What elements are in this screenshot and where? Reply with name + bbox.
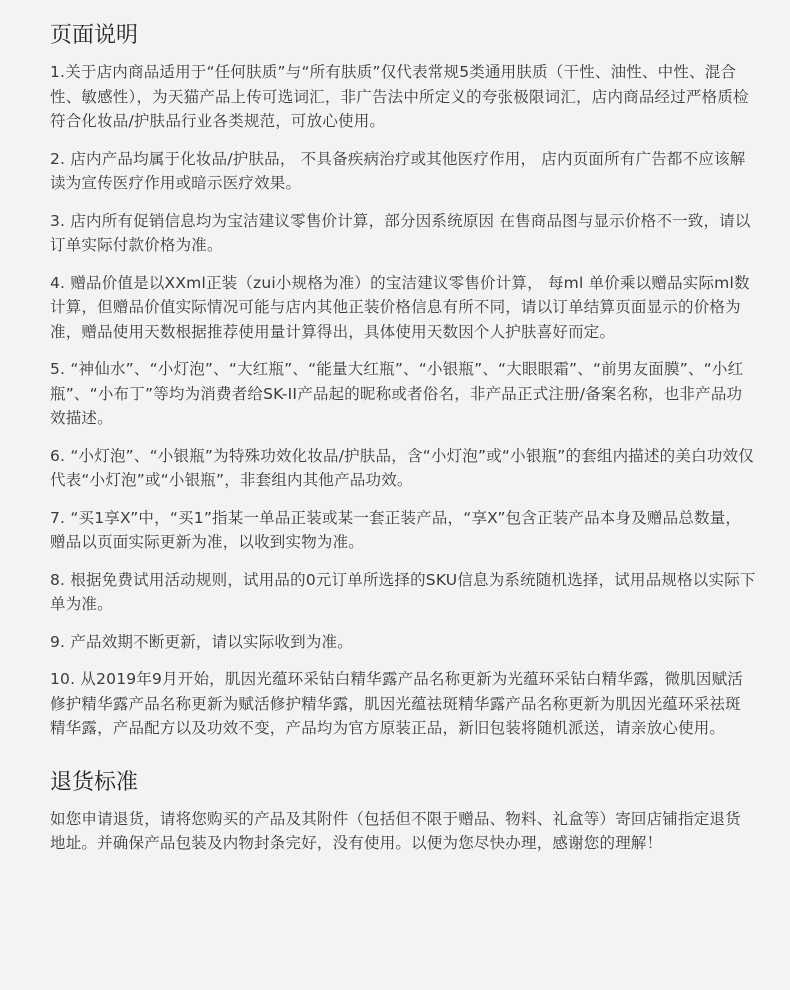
notes-title: 页面说明 [50,23,139,48]
note-item-5: 5. “神仙水”、“小灯泡”、“大红瓶”、“能量大红瓶”、“小银瓶”、“大眼眼霜”、“前男友面膜”、“小红瓶”、“小布丁”等均为消费者给SK-II产品起的昵称或者俗名，非产品正式注册/备案名称，也非产品功效描述。 [50,360,744,427]
note-item-3: 3. 店内所有促销信息均为宝洁建议零售价计算，部分因系统原因 在售商品图与显示价格不一致，请以订单实际付款价格为准。 [50,211,751,254]
note-item-8: 8. 根据免费试用活动规则，试用品的0元订单所选择的SKU信息为系统随机选择，试用品规格以实际下单为准。 [50,570,756,613]
note-item-7: 7. “买1享X”中，“买1”指某一单品正装或某一套正装产品，“享X”包含正装产品本身及赠品总数量，赠品以页面实际更新为准，以收到实物为准。 [50,508,742,551]
note-item-9: 9. 产品效期不断更新，请以实际收到为准。 [50,632,353,651]
note-item-10: 10. 从2019年9月开始，肌因光蕴环采钻白精华露产品名称更新为光蕴环采钻白精华露，微肌因赋活修护精华露产品名称更新为赋活修护精华露，肌因光蕴祛斑精华露产品名称更新为肌因光蕴环采祛斑精华露，产品配方以及功效不变，产品均为官方原装正品，新旧包装将随机派送，请亲放心使用。 [50,670,743,737]
returns-title: 退货标准 [50,769,139,795]
note-item-4: 4. 赠品价值是以XXml正装（zui小规格为准）的宝洁建议零售价计算， 每ml 单价乘以赠品实际ml数计算，但赠品价值实际情况可能与店内其他正装价格信息有所不同，请以订单结算页面显示的价格为准，赠品使用天数根据推荐使用量计算得出，具体使用天数因个人护肤喜好而定。 [50,273,750,341]
note-item-2: 2. 店内产品均属于化妆品/护肤品， 不具备疾病治疗或其他医疗作用， 店内页面所有广告都不应该解读为宣传医疗作用或暗示医疗效果。 [50,149,746,192]
returns-body: 如您申请退货，请将您购买的产品及其附件（包括但不限于赠品、物料、礼盒等）寄回店铺指定退货地址。并确保产品包装及内物封条完好，没有使用。以便为您尽快办理，感谢您的理解！ [50,809,741,852]
note-item-6: 6. “小灯泡”、“小银瓶”为特殊功效化妆品/护肤品，含“小灯泡”或“小银瓶”的套组内描述的美白功效仅代表“小灯泡”或“小银瓶”，非套组内其他产品功效。 [50,446,754,489]
note-item-1: 1.关于店内商品适用于“任何肤质”与“所有肤质”仅代表常规5类通用肤质（干性、油性、中性、混合性、敏感性），为天猫产品上传可选词汇，非广告法中所定义的夸张极限词汇，店内商品经过严格质检符合化妆品/护肤品行业各类规范，可放心使用。 [50,63,749,130]
